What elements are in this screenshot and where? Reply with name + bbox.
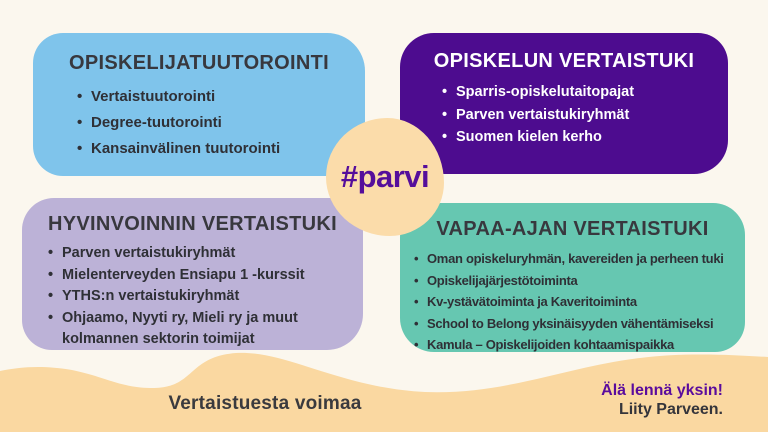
- bullet-item: • Parven vertaistukiryhmät: [442, 104, 716, 127]
- bullet-item: • YTHS:n vertaistukiryhmät: [48, 286, 347, 308]
- cta-line-1: Älä lennä yksin!: [601, 382, 723, 399]
- card-opiskelun-vertaistuki: [400, 33, 728, 174]
- card-bullet-list: [414, 248, 743, 356]
- bullet-item: • Parven vertaistukiryhmät: [48, 243, 347, 265]
- cta-line-2: Liity Parveen.: [618, 401, 723, 418]
- card-title: HYVINVOINNIN VERTAISTUKI: [47, 213, 338, 235]
- bullet-item: • Sparris-opiskelutaitopajat: [442, 81, 716, 104]
- parvi-hashtag-label: #parvi: [340, 159, 430, 194]
- card-title: OPISKELUN VERTAISTUKI: [433, 50, 695, 72]
- bullet-item: • Mielenterveyden Ensiapu 1 -kurssit: [48, 265, 347, 287]
- bullet-item: • Kv-ystävätoiminta ja Kaveritoiminta: [414, 291, 743, 313]
- card-title: VAPAA-AJAN VERTAISTUKI: [436, 218, 709, 240]
- footer-tagline: Vertaistuesta voimaa: [168, 393, 362, 414]
- bullet-item: • Degree-tuutorointi: [77, 110, 351, 136]
- card-bullet-list: [442, 81, 716, 149]
- card-vapaa-ajan-vertaistuki: [400, 203, 745, 352]
- card-title: OPISKELIJATUUTOROINTI: [68, 52, 330, 74]
- bullet-item: • Kamula – Opiskelijoiden kohtaamispaikka: [414, 334, 743, 356]
- footer-cta: [601, 381, 723, 419]
- card-bullet-list: [48, 243, 353, 351]
- card-opiskelijatuutorointi: [33, 33, 365, 176]
- bullet-item: • Ohjaamo, Nyyti ry, Mieli ry ja muut kolmannen sektorin toimijat: [48, 308, 347, 351]
- bullet-item: • Vertaistuutorointi: [77, 84, 351, 110]
- bullet-item: • School to Belong yksinäisyyden vähentämiseksi: [414, 313, 743, 335]
- bullet-item: • Kansainvälinen tuutorointi: [77, 136, 351, 162]
- bullet-item: • Oman opiskeluryhmän, kavereiden ja perheen tuki: [414, 248, 743, 270]
- parvi-hashtag-badge: [326, 118, 444, 236]
- card-hyvinvoinnin-vertaistuki: [22, 198, 363, 350]
- bullet-item: • Suomen kielen kerho: [442, 126, 716, 149]
- card-bullet-list: [77, 84, 351, 162]
- bullet-item: • Opiskelijajärjestötoiminta: [414, 270, 743, 292]
